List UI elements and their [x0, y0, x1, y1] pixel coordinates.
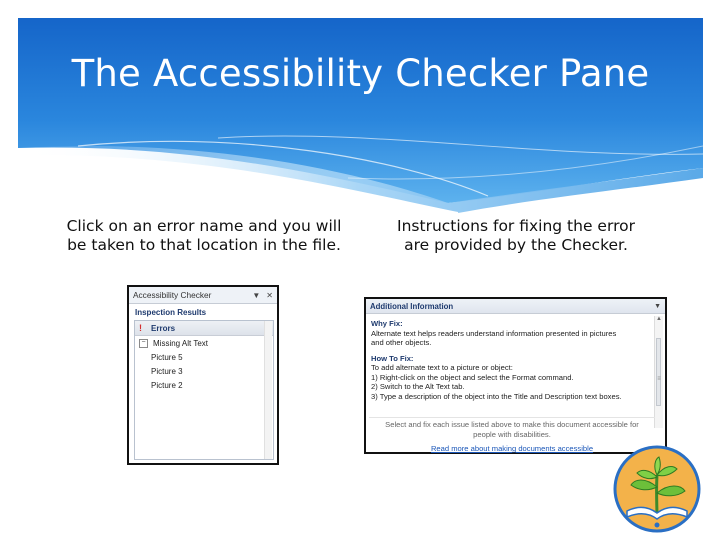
missing-alt-text-item[interactable]	[135, 336, 273, 350]
slide-title: The Accessibility Checker Pane	[71, 52, 650, 95]
chevron-down-icon[interactable]: ▼	[654, 302, 661, 310]
pane-titlebar	[129, 287, 277, 304]
read-more-link[interactable]: Read more about making documents accessible	[430, 444, 594, 453]
scroll-thumb[interactable]	[656, 338, 661, 406]
right-caption	[380, 217, 652, 255]
info-scrollbar[interactable]	[654, 316, 663, 428]
banner-graphic	[18, 18, 703, 218]
errors-group-header[interactable]	[135, 321, 273, 336]
collapse-icon[interactable]: −	[139, 339, 148, 348]
why-fix-heading: Why Fix:	[371, 319, 403, 328]
grip-icon: ≡	[657, 376, 661, 382]
right-caption-line: are provided by the Checker.	[404, 236, 628, 254]
info-note	[369, 417, 655, 439]
title-banner	[18, 18, 703, 218]
how-to-fix-text: To add alternate text to a picture or object:	[371, 363, 513, 372]
dropdown-arrow-icon[interactable]: ▼	[252, 290, 261, 300]
right-caption-line: Instructions for fixing the error	[397, 217, 635, 235]
how-to-fix-step: 1) Right-click on the object and select the Format command.	[371, 372, 574, 382]
how-to-fix-step: 2) Switch to the Alt Text tab.	[371, 382, 465, 391]
info-note-line: Select and fix each issue listed above to make this document accessible for	[385, 420, 639, 429]
scroll-up-icon[interactable]: ▲	[656, 316, 662, 322]
info-title: Additional Information	[370, 301, 454, 311]
info-body	[369, 316, 655, 426]
left-caption-line: Click on an error name and you will	[66, 217, 342, 235]
additional-information-pane	[364, 297, 667, 454]
pane-title: Accessibility Checker	[133, 290, 212, 300]
info-note-line: people with disabilities.	[473, 429, 551, 439]
exclamation-icon: !	[139, 323, 142, 333]
results-list	[134, 320, 274, 460]
left-caption-line: be taken to that location in the file.	[67, 236, 341, 254]
info-titlebar[interactable]	[366, 299, 665, 314]
inspection-results-heading: Inspection Results	[135, 308, 207, 317]
why-fix-text: and other objects.	[371, 338, 432, 347]
list-item-picture-2[interactable]: Picture 2	[151, 380, 183, 390]
scrollbar[interactable]	[264, 321, 272, 459]
errors-group-label: Errors	[151, 323, 176, 333]
issue-label: Missing Alt Text	[153, 338, 208, 348]
how-to-fix-heading: How To Fix:	[371, 353, 414, 363]
accessibility-checker-pane	[127, 285, 279, 465]
sprout-book-logo	[613, 445, 701, 533]
list-item-picture-5[interactable]: Picture 5	[151, 352, 183, 362]
list-item-picture-3[interactable]: Picture 3	[151, 366, 183, 376]
left-caption	[56, 217, 352, 255]
close-icon[interactable]: ✕	[266, 290, 273, 300]
how-to-fix-step: 3) Type a description of the object into the Title and Description text boxes.	[371, 391, 622, 401]
why-fix-text: Alternate text helps readers understand information presented in pictures	[371, 328, 617, 338]
